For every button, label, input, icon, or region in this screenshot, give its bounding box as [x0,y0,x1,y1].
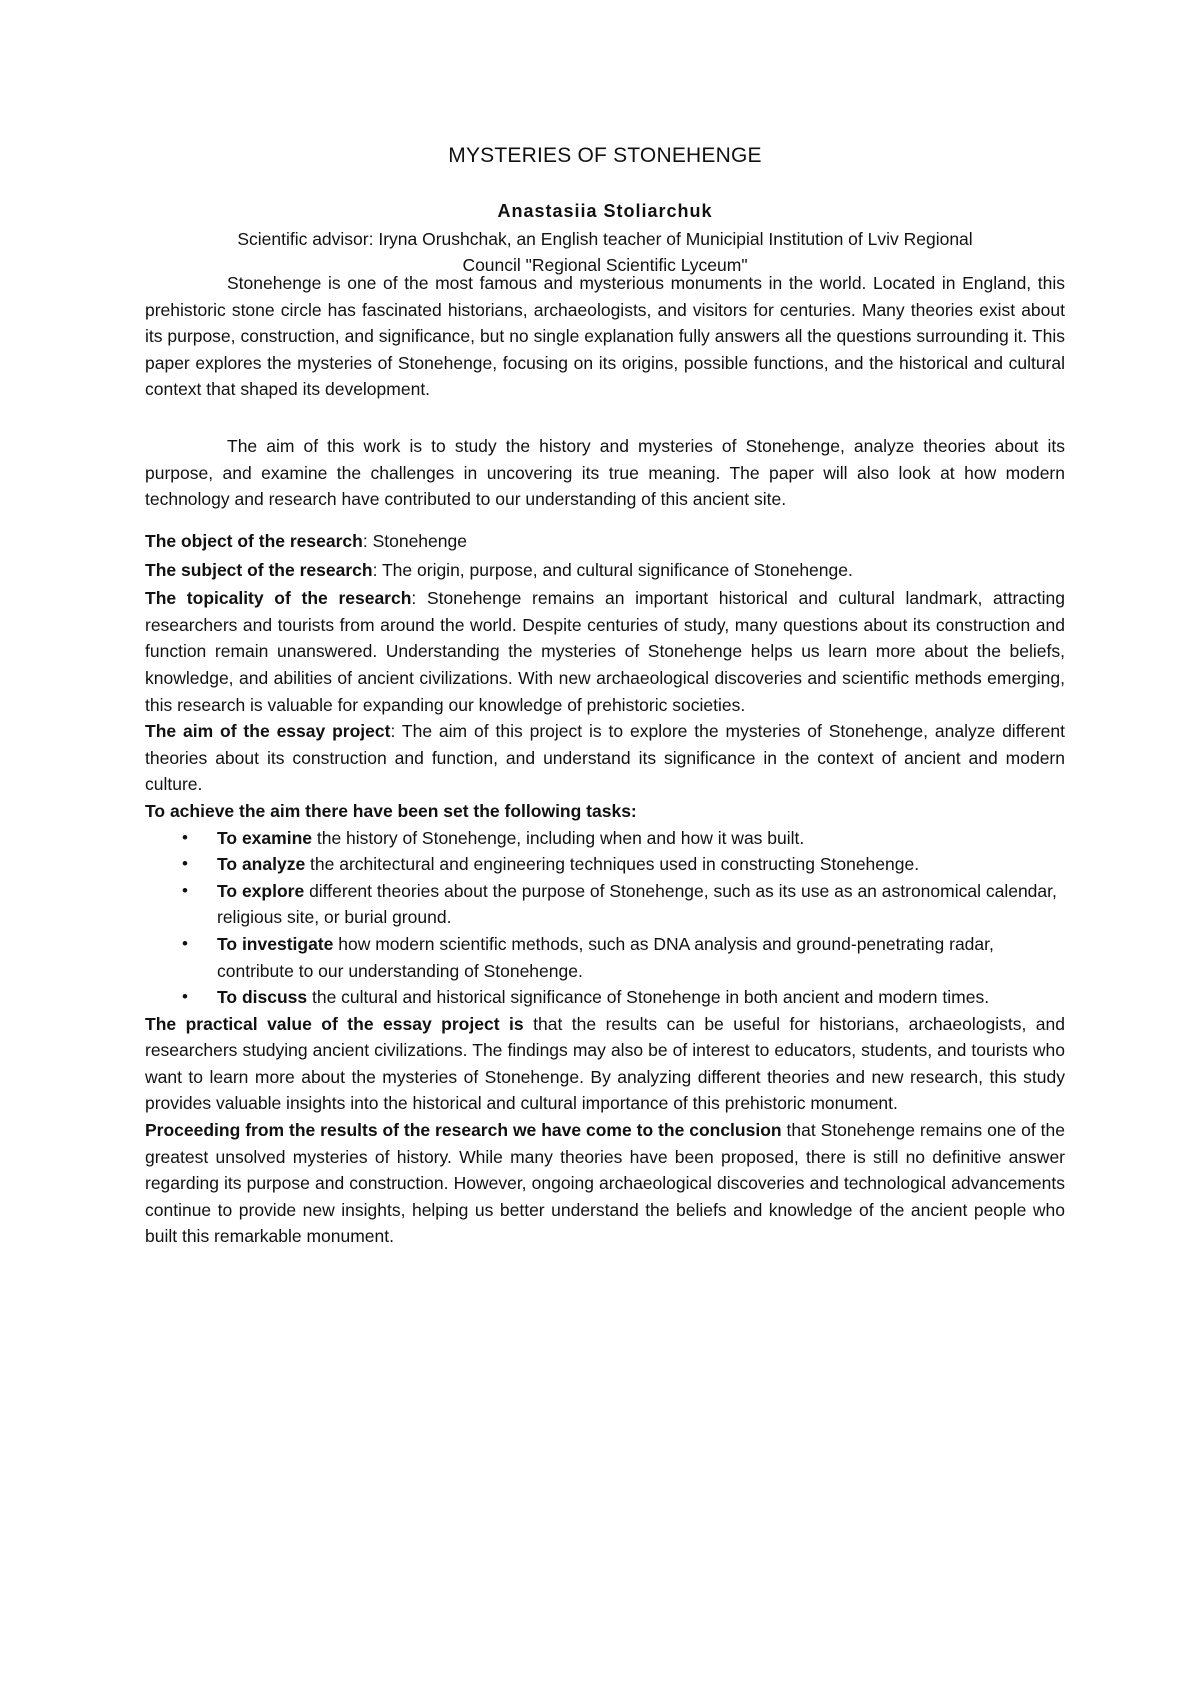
subject-paragraph [145,557,1065,584]
tasks-heading [145,798,1065,825]
conclusion-text: that Stonehenge remains one of the greatest unsolved mysteries of history. While many theories have been proposed, there is still no definitive answer regarding its purpose and construction. However, ongoing archaeological discoveries and technological advancements continue to provide new insights, helping us better understand the beliefs and knowledge of the ancient people who built this remarkable monument. [145,1120,1066,1247]
task-verb: To analyze [217,854,306,875]
conclusion-paragraph [145,1117,1065,1250]
list-item [145,851,1065,878]
task-text: the architectural and engineering techniques used in constructing Stonehenge. [305,854,920,875]
document-title: MYSTERIES OF STONEHENGE [448,144,762,167]
essay-aim-label: The aim of the essay project [145,721,391,742]
task-verb: To examine [217,827,312,848]
task-verb: To investigate [217,933,334,954]
object-text: : Stonehenge [362,531,467,551]
task-text: the history of Stonehenge, including when and how it was built. [312,827,805,848]
bullet-icon: • [182,987,188,1007]
topicality-text: : Stonehenge remains an important historical and cultural landmark, attracting researchers and tourists from around the world. Despite centuries of study, many questions about its construction and function remain unanswered. Understanding the mysteries of Stonehenge helps us learn more about the beliefs, knowledge, and abilities of ancient civilizations. With new archaeological discoveries and scientific methods emerging, this research is valuable for expanding our knowledge of prehistoric societies. [145,588,1065,715]
bullet-icon: • [182,854,188,874]
list-item [145,825,1065,852]
list-item [145,984,1065,1011]
object-label: The object of the research [145,531,363,551]
tasks-list [145,825,1065,1011]
conclusion-label: Proceeding from the results of the research we have come to the conclusion [145,1120,782,1141]
task-text: how modern scientific methods, such as DNA analysis and ground-penetrating radar, contribute to our understanding of Stonehenge. [217,933,994,981]
advisor-line-2: Council "Regional Scientific Lyceum" [462,255,748,275]
task-verb: To explore [217,880,305,901]
practical-value-text: that the results can be useful for historians, archaeologists, and researchers studying ancient civilizations. The findings may also be of interest to educators, students, and tourists who want to learn more about the mysteries of Stonehenge. By analyzing different theories and new research, this study provides valuable insights into the historical and cultural importance of this prehistoric monument. [145,1013,1066,1114]
bullet-icon: • [182,827,188,847]
essay-aim-paragraph [145,718,1065,798]
bullet-icon: • [182,880,188,900]
advisor-line-1: Scientific advisor: Iryna Orushchak, an English teacher of Municipial Institution of Lviv Regional [237,229,973,249]
aim-section [145,433,1065,513]
practical-value-label: The practical value of the essay project is [145,1013,524,1034]
aim-paragraph: The aim of this work is to study the history and mysteries of Stonehenge, analyze theories about its purpose, and examine the challenges in uncovering its true meaning. The paper will also look at how modern technology and research have contributed to our understanding of this ancient site. [145,436,1065,510]
topicality-label: The topicality of the research [145,588,412,609]
practical-value-paragraph [145,1011,1065,1117]
subject-text: : The origin, purpose, and cultural significance of Stonehenge. [372,559,853,580]
research-details [145,528,1065,1250]
task-verb: To discuss [217,987,308,1008]
essay-aim-text: : The aim of this project is to explore the mysteries of Stonehenge, analyze different theories about its construction and function, and understand its significance in the context of ancient and modern culture. [145,721,1065,795]
intro-paragraph: Stonehenge is one of the most famous and mysterious monuments in the world. Located in England, this prehistoric stone circle has fascinated historians, archaeologists, and visitors for centuries. Many theories exist about its purpose, construction, and significance, but no single explanation fully answers all the questions surrounding it. This paper explores the mysteries of Stonehenge, focusing on its origins, possible functions, and the historical and cultural context that shaped its development. [145,273,1065,400]
task-text: the cultural and historical significance of Stonehenge in both ancient and modern times. [307,987,990,1008]
topicality-paragraph [145,585,1065,718]
intro-section [145,270,1065,403]
subject-label: The subject of the research [145,559,373,580]
bullet-icon: • [182,933,188,953]
task-text: different theories about the purpose of Stonehenge, such as its use as an astronomical calendar, religious site, or burial ground. [217,880,1057,928]
list-item [145,878,1065,931]
object-paragraph [145,528,1065,555]
list-item [145,931,1065,984]
author-name: Anastasiia Stoliarchuk [497,201,713,221]
tasks-heading-text: To achieve the aim there have been set the following tasks: [145,800,637,821]
